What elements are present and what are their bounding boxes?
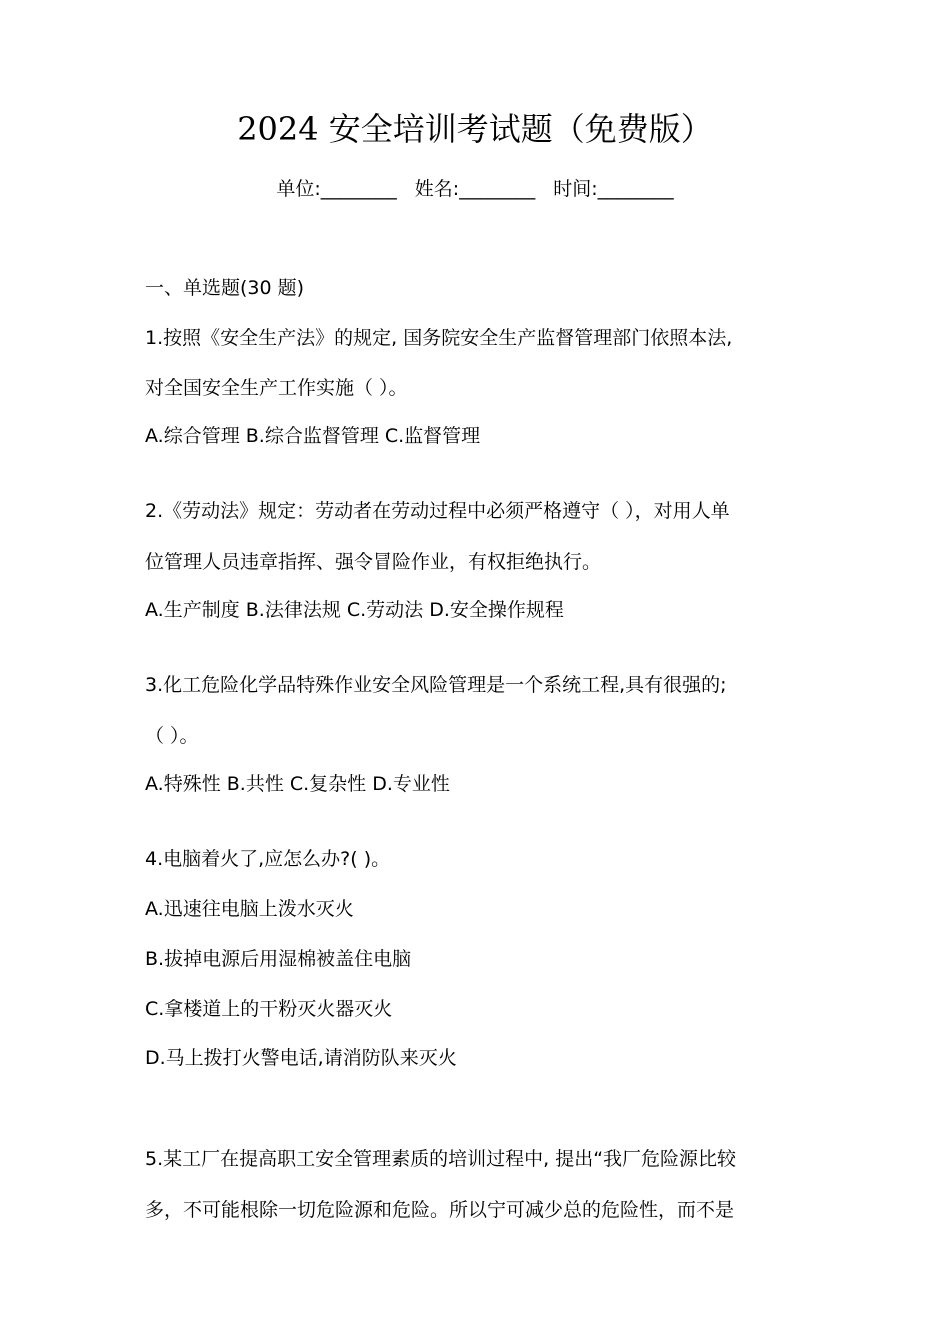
question-2-line-1: 2.《劳动法》规定：劳动者在劳动过程中必须严格遵守（ ），对用人单	[145, 500, 730, 522]
question-3-line-1: 3.化工危险化学品特殊作业安全风险管理是一个系统工程,具有很强的;	[145, 674, 727, 696]
section-heading: 一、单选题(30 题)	[145, 277, 305, 299]
page-title: 2024 安全培训考试题（免费版）	[237, 110, 713, 148]
time-field: 时间:________	[553, 178, 674, 200]
question-4-option-a: A.迅速往电脑上泼水灭火	[145, 898, 354, 920]
question-4-option-d: D.马上拨打火警电话,请消防队来灭火	[145, 1047, 457, 1069]
question-1-options: A.综合管理 B.综合监督管理 C.监督管理	[145, 425, 481, 447]
question-4-line-1: 4.电脑着火了,应怎么办?( )。	[145, 848, 391, 870]
name-field: 姓名:________	[414, 178, 536, 200]
question-5-line-2: 多，不可能根除一切危险源和危险。所以宁可减少总的危险性，而不是	[145, 1199, 735, 1221]
question-5-line-1: 5.某工厂在提高职工安全管理素质的培训过程中, 提出“我厂危险源比较	[145, 1148, 737, 1170]
question-4-option-b: B.拔掉电源后用湿棉被盖住电脑	[145, 948, 412, 970]
question-2-line-2: 位管理人员违章指挥、强令冒险作业，有权拒绝执行。	[145, 551, 602, 573]
question-1-line-1: 1.按照《安全生产法》的规定, 国务院安全生产监督管理部门依照本法,	[145, 327, 733, 349]
question-2-options: A.生产制度 B.法律法规 C.劳动法 D.安全操作规程	[145, 599, 564, 621]
unit-field: 单位:________	[276, 178, 397, 200]
question-3-line-2: （ ）。	[145, 725, 199, 747]
info-line	[0, 174, 950, 201]
question-1-line-2: 对全国安全生产工作实施（ ）。	[145, 377, 408, 399]
question-3-options: A.特殊性 B.共性 C.复杂性 D.专业性	[145, 773, 450, 795]
question-4-option-c: C.拿楼道上的干粉灭火器灭火	[145, 998, 393, 1020]
